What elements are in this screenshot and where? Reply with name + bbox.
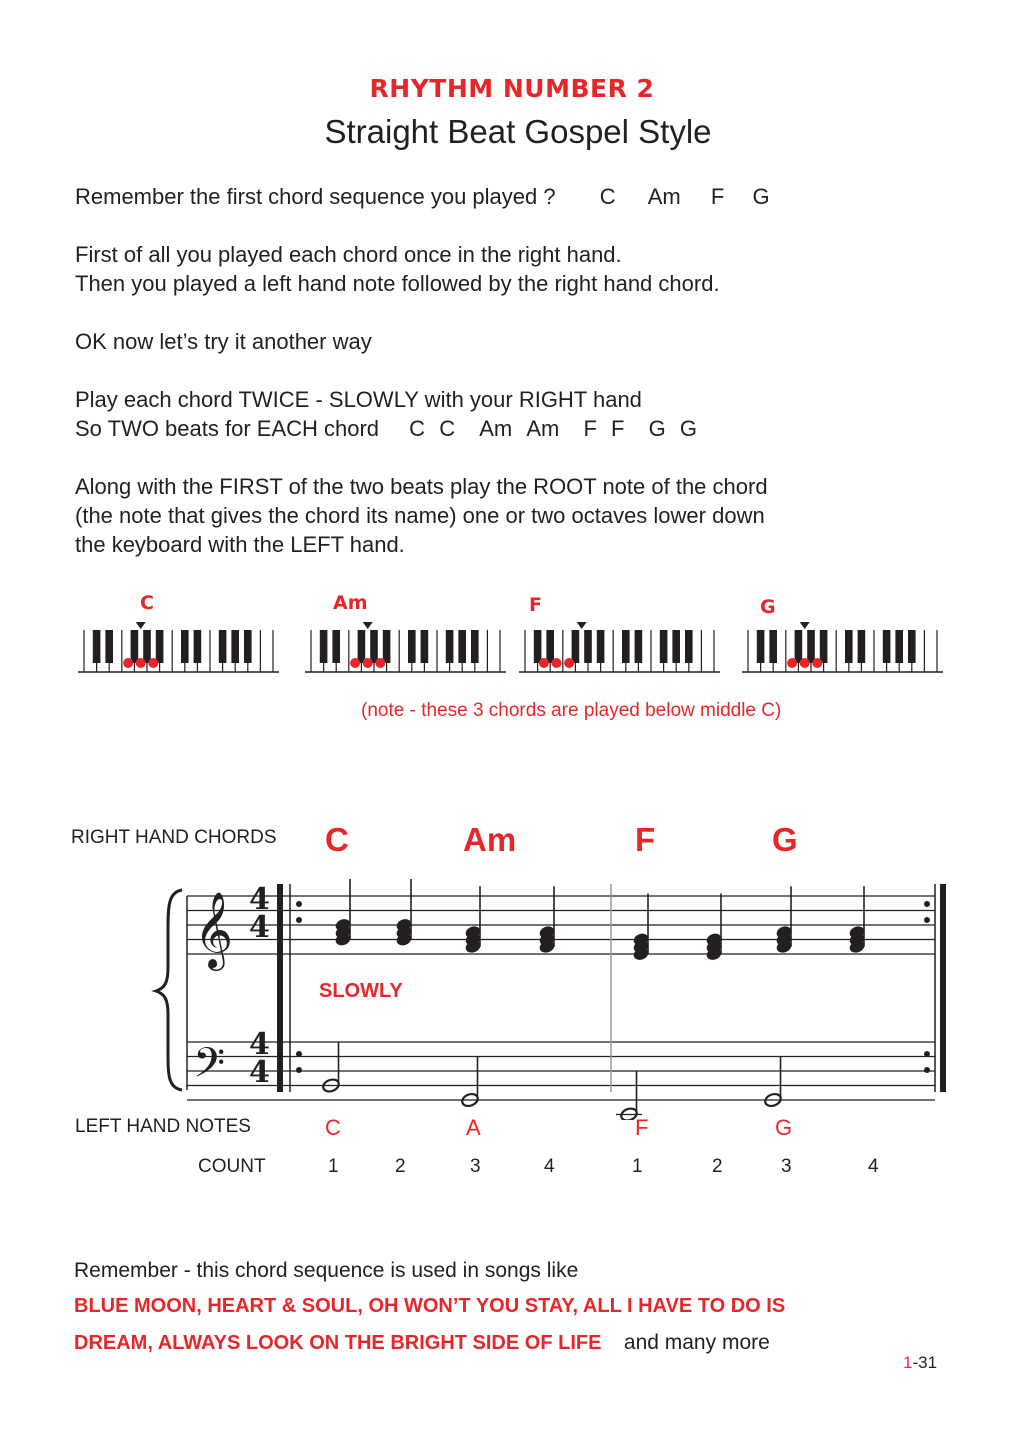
pressed-key-dot bbox=[148, 658, 158, 668]
lh-note-a: A bbox=[466, 1115, 481, 1140]
chord-sequence bbox=[600, 184, 770, 209]
black-key bbox=[156, 630, 164, 663]
pressed-key-dot bbox=[363, 658, 373, 668]
left-hand-notes bbox=[322, 1042, 783, 1121]
twice-sequence bbox=[409, 416, 697, 441]
black-key bbox=[421, 630, 429, 663]
black-key bbox=[584, 630, 592, 663]
seq-chord: Am bbox=[647, 184, 681, 209]
black-key bbox=[383, 630, 391, 663]
start-thick-barline bbox=[277, 884, 283, 1092]
pressed-key-dot bbox=[800, 658, 810, 668]
intro-question-line bbox=[75, 182, 770, 211]
seq-chord: G bbox=[752, 184, 770, 209]
repeat-dot bbox=[296, 901, 302, 907]
grand-staff-brace bbox=[156, 890, 182, 1090]
repeat-dot bbox=[296, 1067, 302, 1073]
middle-c-marker-icon bbox=[800, 622, 810, 629]
music-score bbox=[0, 860, 1024, 1120]
black-key bbox=[908, 630, 916, 663]
repeat-dot bbox=[924, 1067, 930, 1073]
paragraph-line: Along with the FIRST of the two beats play the ROOT note of the chord bbox=[75, 474, 768, 499]
count-beat: 2 bbox=[712, 1156, 723, 1177]
black-key bbox=[446, 630, 454, 663]
songs-line-1: BLUE MOON, HEART & SOUL, OH WON’T YOU STAY, ALL I HAVE TO DO IS bbox=[74, 1295, 786, 1317]
seq-chord: Am bbox=[526, 416, 560, 441]
lh-note-c: C bbox=[325, 1115, 341, 1140]
black-key bbox=[105, 630, 113, 663]
songs-line-2: DREAM, ALWAYS LOOK ON THE BRIGHT SIDE OF LIFE bbox=[74, 1332, 602, 1354]
pressed-key-dot bbox=[375, 658, 385, 668]
intro-paragraph-1 bbox=[75, 240, 720, 298]
black-key bbox=[458, 630, 466, 663]
black-key bbox=[660, 630, 668, 663]
bass-clef-icon: 𝄢 bbox=[193, 1039, 226, 1097]
lh-note-f: F bbox=[635, 1115, 649, 1140]
seq-chord: C bbox=[439, 416, 456, 441]
middle-c-marker-icon bbox=[136, 622, 146, 629]
keyboard-f bbox=[519, 622, 720, 672]
pressed-key-dot bbox=[136, 658, 146, 668]
time-signature-top: 4 bbox=[249, 1027, 270, 1062]
black-key bbox=[358, 630, 366, 663]
time-signature-bottom: 4 bbox=[249, 910, 270, 945]
pressed-key-dot bbox=[812, 658, 822, 668]
black-key bbox=[143, 630, 151, 663]
songs-line-2-row bbox=[74, 1331, 770, 1355]
repeat-dot bbox=[296, 1051, 302, 1057]
pressed-key-dot bbox=[564, 658, 574, 668]
middle-c-marker-icon bbox=[363, 622, 373, 629]
page-title: RHYTHM NUMBER 2 bbox=[369, 74, 655, 103]
paragraph-line: (the note that gives the chord its name) one or two octaves lower down bbox=[75, 503, 765, 528]
page-subtitle: Straight Beat Gospel Style bbox=[324, 113, 712, 150]
pressed-key-dot bbox=[123, 658, 133, 668]
time-signature-treble bbox=[249, 882, 270, 945]
black-key bbox=[320, 630, 328, 663]
paragraph-line: Play each chord TWICE - SLOWLY with your RIGHT hand bbox=[75, 387, 642, 412]
paragraph-line: So TWO beats for EACH chord bbox=[75, 416, 380, 441]
black-key bbox=[370, 630, 378, 663]
keyboard-c bbox=[78, 622, 279, 672]
seq-chord: G bbox=[679, 416, 697, 441]
middle-c-marker-icon bbox=[577, 622, 587, 629]
time-signature-bass bbox=[249, 1027, 270, 1090]
lh-note-g: G bbox=[775, 1115, 793, 1140]
keyboard-label-f: F bbox=[529, 594, 542, 616]
repeat-dot bbox=[924, 917, 930, 923]
pressed-key-dot bbox=[552, 658, 562, 668]
treble-clef-icon: 𝄞 bbox=[194, 891, 234, 968]
score-chord-g: G bbox=[772, 821, 798, 858]
count-beat: 2 bbox=[395, 1156, 406, 1177]
count-beat: 4 bbox=[544, 1156, 555, 1177]
black-key bbox=[131, 630, 139, 663]
score-chord-f: F bbox=[635, 821, 656, 858]
black-key bbox=[471, 630, 479, 663]
black-key bbox=[895, 630, 903, 663]
black-key bbox=[795, 630, 803, 663]
page-number-page: -31 bbox=[912, 1353, 938, 1372]
count-beat: 3 bbox=[470, 1156, 481, 1177]
black-key bbox=[93, 630, 101, 663]
and-many-more: and many more bbox=[623, 1331, 770, 1354]
black-key bbox=[845, 630, 853, 663]
footer-remember: Remember - this chord sequence is used in songs like bbox=[74, 1259, 579, 1282]
black-key bbox=[769, 630, 777, 663]
black-key bbox=[883, 630, 891, 663]
paragraph-line: Then you played a left hand note followed by the right hand chord. bbox=[75, 271, 720, 296]
black-key bbox=[181, 630, 189, 663]
seq-chord: C bbox=[409, 416, 426, 441]
seq-chord: G bbox=[648, 416, 666, 441]
left-hand-label: LEFT HAND NOTES bbox=[75, 1116, 251, 1137]
repeat-dot bbox=[924, 1051, 930, 1057]
keyboard-am bbox=[305, 622, 506, 672]
intro-paragraph-2: OK now let’s try it another way bbox=[75, 329, 372, 354]
black-key bbox=[572, 630, 580, 663]
seq-chord: F bbox=[611, 416, 625, 441]
keyboard-label-am: Am bbox=[333, 592, 368, 614]
black-key bbox=[635, 630, 643, 663]
black-key bbox=[807, 630, 815, 663]
repeat-dot bbox=[924, 901, 930, 907]
black-key bbox=[244, 630, 252, 663]
black-key bbox=[858, 630, 866, 663]
seq-chord: F bbox=[583, 416, 597, 441]
black-key bbox=[546, 630, 554, 663]
pressed-key-dot bbox=[787, 658, 797, 668]
keyboard-g bbox=[742, 622, 943, 672]
black-key bbox=[408, 630, 416, 663]
keyboard-note: (note - these 3 chords are played below middle C) bbox=[361, 700, 782, 721]
black-key bbox=[231, 630, 239, 663]
paragraph-line: the keyboard with the LEFT hand. bbox=[75, 532, 405, 557]
time-signature-top: 4 bbox=[249, 882, 270, 917]
black-key bbox=[597, 630, 605, 663]
black-key bbox=[219, 630, 227, 663]
black-key bbox=[194, 630, 202, 663]
right-hand-chord-notes bbox=[334, 879, 866, 962]
pressed-key-dot bbox=[539, 658, 549, 668]
repeat-dot bbox=[296, 917, 302, 923]
page-number-section: 1 bbox=[903, 1353, 913, 1372]
count-label: COUNT bbox=[198, 1156, 266, 1177]
black-key bbox=[757, 630, 765, 663]
keyboard-label-g: G bbox=[760, 596, 776, 618]
keyboard-diagrams bbox=[0, 615, 1024, 680]
intro-question: Remember the first chord sequence you played ? bbox=[75, 184, 556, 209]
slowly-marking: SLOWLY bbox=[319, 980, 403, 1002]
keyboard-label-c: C bbox=[140, 592, 154, 614]
score-chord-am: Am bbox=[463, 821, 517, 858]
count-beat: 3 bbox=[781, 1156, 792, 1177]
pressed-key-dot bbox=[350, 658, 360, 668]
paragraph-line: First of all you played each chord once in the right hand. bbox=[75, 242, 622, 267]
time-signature-bottom: 4 bbox=[249, 1055, 270, 1090]
seq-chord: Am bbox=[479, 416, 513, 441]
black-key bbox=[622, 630, 630, 663]
black-key bbox=[534, 630, 542, 663]
count-beat: 1 bbox=[632, 1156, 643, 1177]
seq-chord: F bbox=[710, 184, 725, 209]
page-number bbox=[903, 1353, 937, 1373]
right-hand-label: RIGHT HAND CHORDS bbox=[71, 827, 277, 848]
black-key bbox=[672, 630, 680, 663]
paragraph-line-sequence bbox=[75, 414, 697, 443]
count-beat: 4 bbox=[868, 1156, 879, 1177]
seq-chord: C bbox=[599, 184, 616, 209]
end-thick-barline bbox=[940, 884, 946, 1092]
score-chord-c: C bbox=[325, 821, 349, 858]
black-key bbox=[332, 630, 340, 663]
intro-paragraph-3 bbox=[75, 385, 697, 443]
black-key bbox=[820, 630, 828, 663]
intro-paragraph-4 bbox=[75, 472, 768, 559]
black-key bbox=[685, 630, 693, 663]
count-beat: 1 bbox=[328, 1156, 339, 1177]
